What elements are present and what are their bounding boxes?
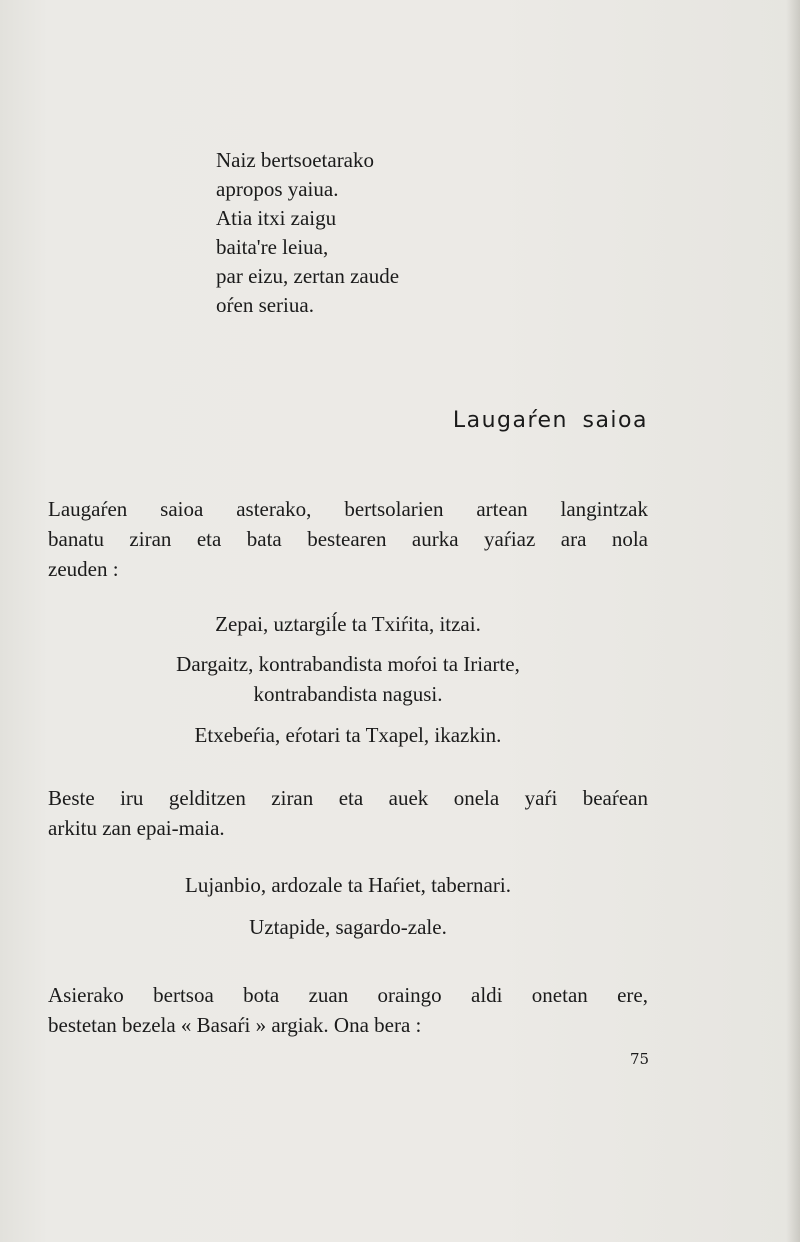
- page-number: 75: [630, 1050, 650, 1068]
- verse-line: Atia itxi zaigu: [216, 206, 337, 230]
- verse-line: baita're leiua,: [216, 235, 329, 259]
- role-line: Lujanbio, ardozale ta Haŕiet, tabernari.: [185, 873, 511, 897]
- verse-stanza: [216, 146, 616, 320]
- verse-line: Naiz bertsoetarako: [216, 148, 375, 172]
- closing-paragraph: [48, 980, 648, 1040]
- section-heading: Laugaŕen saioa: [452, 408, 648, 433]
- paragraph-line: zeuden :: [48, 557, 119, 581]
- page-edge-shadow: [786, 0, 800, 1242]
- role-line: Etxebeŕia, eŕotari ta Txapel, ikazkin.: [194, 723, 502, 747]
- role-line: Zepai, uztargiĺe ta Txiŕita, itzai.: [215, 612, 481, 636]
- paragraph-line: Asierako bertsoa bota zuan oraingo aldi onetan ere,: [48, 983, 648, 1007]
- paragraph-line: Beste iru gelditzen ziran eta auek onela yaŕi beaŕean: [48, 786, 648, 810]
- paragraph-line: arkitu zan epai-maia.: [48, 816, 225, 840]
- middle-paragraph: [48, 783, 648, 843]
- paragraph-line: banatu ziran eta bata bestearen aurka yaŕiaz ara nola: [48, 527, 648, 551]
- role-line: Dargaitz, kontrabandista moŕoi ta Iriarte,: [176, 652, 520, 676]
- verse-line: par eizu, zertan zaude: [216, 264, 400, 288]
- roles-list-first: [48, 609, 648, 750]
- role-line: kontrabandista nagusi.: [253, 682, 443, 706]
- roles-list-second: [48, 870, 648, 942]
- paragraph-line: Laugaŕen saioa asterako, bertsolarien artean langintzak: [48, 497, 648, 521]
- verse-line: apropos yaiua.: [216, 177, 339, 201]
- verse-line: oŕen seriua.: [216, 293, 314, 317]
- paragraph-line: bestetan bezela « Basaŕi » argiak. Ona bera :: [48, 1013, 422, 1037]
- role-line: Uztapide, sagardo-zale.: [249, 915, 447, 939]
- intro-paragraph: [48, 494, 648, 584]
